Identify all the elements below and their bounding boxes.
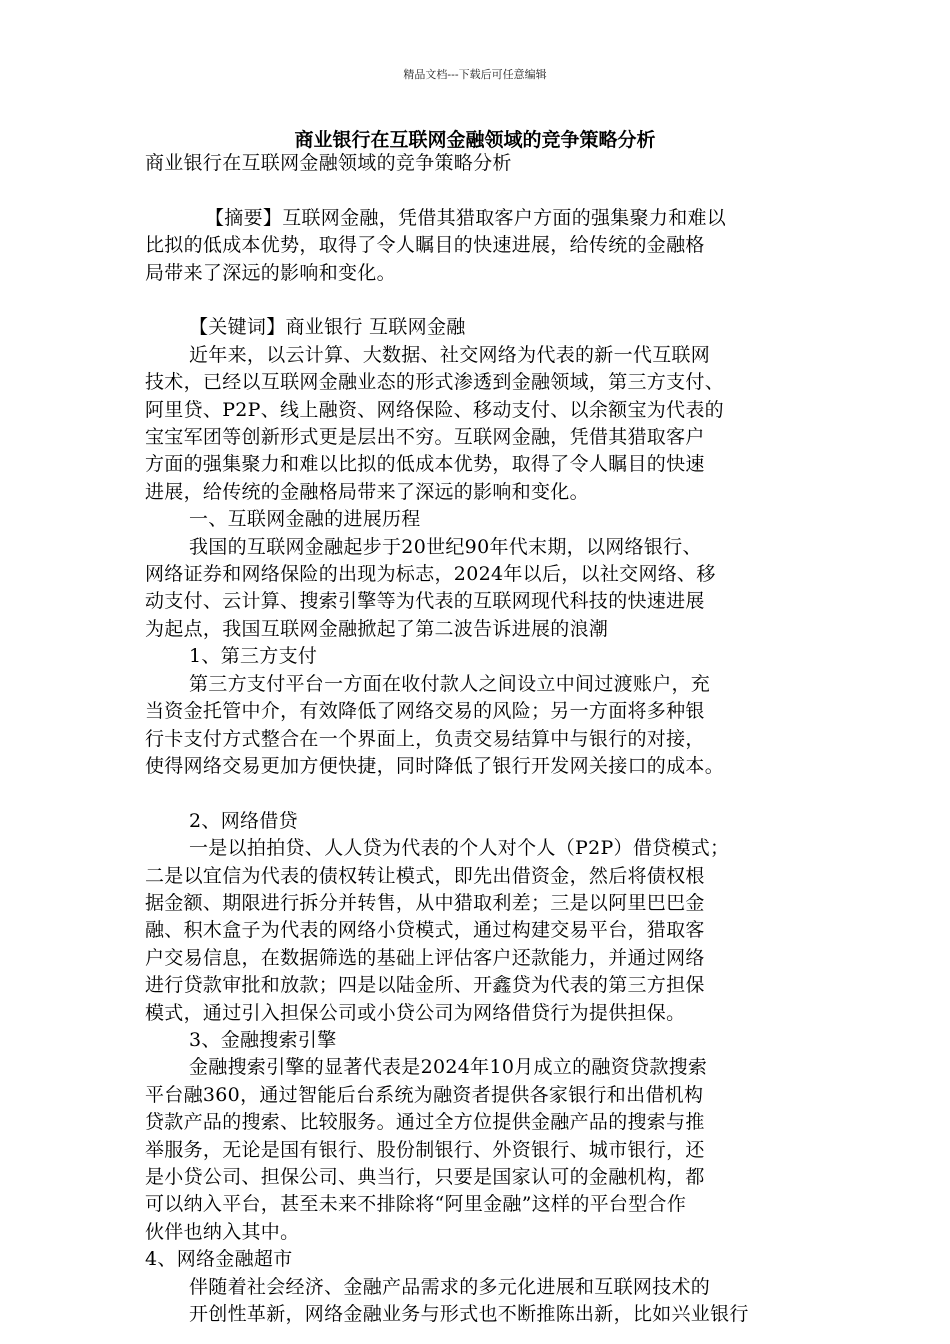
paragraph-line: 二是以宜信为代表的债权转让模式，即先出借资金，然后将债权根 <box>145 864 705 887</box>
paragraph-line: 为起点，我国互联网金融掀起了第二波告诉进展的浪潮 <box>145 617 609 640</box>
paragraph-line: 宝宝军团等创新形式更是层出不穷。互联网金融，凭借其猎取客户 <box>145 426 705 449</box>
subsection-heading: 3、金融搜索引擎 <box>189 1028 337 1051</box>
blank-line <box>145 287 810 314</box>
blank-line <box>145 177 810 204</box>
paragraph-line: 伙伴也纳入其中。 <box>145 1220 300 1243</box>
blank-line <box>145 780 810 807</box>
section-heading: 一、互联网金融的进展历程 <box>189 508 421 531</box>
subsection-heading: 伴随着社会经济、金融产品需求的多元化进展和互联网技术的 <box>189 1275 711 1298</box>
paragraph-line: 是小贷公司、担保公司、典当行，只要是国家认可的金融机构，都 <box>145 1165 705 1188</box>
paragraph-line: 据金额、期限进行拆分并转售，从中猎取利差；三是以阿里巴巴金 <box>145 891 705 914</box>
subsection-heading: 1、第三方支付 <box>189 645 318 668</box>
paragraph-line: 动支付、云计算、搜索引擎等为代表的互联网现代科技的快速进展 <box>145 590 705 613</box>
abstract-line: 局带来了深远的影响和变化。 <box>145 261 396 284</box>
paragraph-line: 当资金托管中介，有效降低了网络交易的风险；另一方面将多种银 <box>145 700 705 723</box>
header-note: 精品文档---下载后可任意编辑 <box>403 68 547 81</box>
paragraph-line: 融、积木盒子为代表的网络小贷模式，通过构建交易平台，猎取客 <box>145 919 705 942</box>
paragraph-line: 近年来，以云计算、大数据、社交网络为代表的新一代互联网 <box>189 343 711 366</box>
abstract-line: 【摘要】互联网金融，凭借其猎取客户方面的强集聚力和难以 <box>205 206 727 229</box>
paragraph-line: 模式，通过引入担保公司或小贷公司为网络借贷行为提供担保。 <box>145 1001 686 1024</box>
paragraph-line: 4、网络金融超市 <box>145 1248 293 1271</box>
paragraph-line: 进行贷款审批和放款；四是以陆金所、开鑫贷为代表的第三方担保 <box>145 974 705 997</box>
paragraph-line: 户交易信息，在数据筛选的基础上评估客户还款能力，并通过网络 <box>145 946 705 969</box>
paragraph-line: 阿里贷、P2P、线上融资、网络保险、移动支付、以余额宝为代表的 <box>145 398 724 421</box>
paragraph-line: 第三方支付平台一方面在收付款人之间设立中间过渡账户，充 <box>189 672 711 695</box>
paragraph-line: 网络证券和网络保险的出现为标志，2024年以后，以社交网络、移 <box>145 563 716 586</box>
subtitle-line: 商业银行在互联网金融领域的竞争策略分析 <box>145 152 512 174</box>
document-body <box>145 150 810 1328</box>
paragraph-line: 举服务，无论是国有银行、股份制银行、外资银行、城市银行，还 <box>145 1138 705 1161</box>
paragraph-line: 贷款产品的搜索、比较服务。通过全方位提供金融产品的搜索与推 <box>145 1111 705 1134</box>
paragraph-line: 可以纳入平台，甚至未来不排除将“阿里金融”这样的平台型合作 <box>145 1193 687 1216</box>
paragraph-line: 我国的互联网金融起步于20世纪90年代末期，以网络银行、 <box>189 535 702 558</box>
paragraph-line: 金融搜索引擎的显著代表是2024年10月成立的融资贷款搜索 <box>189 1056 708 1079</box>
paragraph-line: 进展，给传统的金融格局带来了深远的影响和变化。 <box>145 480 589 503</box>
paragraph-line: 技术，已经以互联网金融业态的形式渗透到金融领域，第三方支付、 <box>145 371 725 394</box>
paragraph-line: 使得网络交易更加方便快捷，同时降低了银行开发网关接口的成本。 <box>145 754 725 777</box>
paragraph-line: 行卡支付方式整合在一个界面上，负责交易结算中与银行的对接， <box>145 727 705 750</box>
subsection-heading: 2、网络借贷 <box>189 809 298 832</box>
document-title: 商业银行在互联网金融领域的竞争策略分析 <box>294 129 656 151</box>
keywords-line: 【关键词】商业银行 互联网金融 <box>189 316 466 339</box>
paragraph-line: 一是以拍拍贷、人人贷为代表的个人对个人（P2P）借贷模式； <box>189 837 730 860</box>
paragraph-line: 平台融360，通过智能后台系统为融资者提供各家银行和出借机构 <box>145 1083 704 1106</box>
paragraph-line: 方面的强集聚力和难以比拟的低成本优势，取得了令人瞩目的快速 <box>145 453 705 476</box>
abstract-line: 比拟的低成本优势，取得了令人瞩目的快速进展，给传统的金融格 <box>145 234 705 257</box>
paragraph-line: 开创性革新，网络金融业务与形式也不断推陈出新，比如兴业银行 <box>189 1303 749 1326</box>
